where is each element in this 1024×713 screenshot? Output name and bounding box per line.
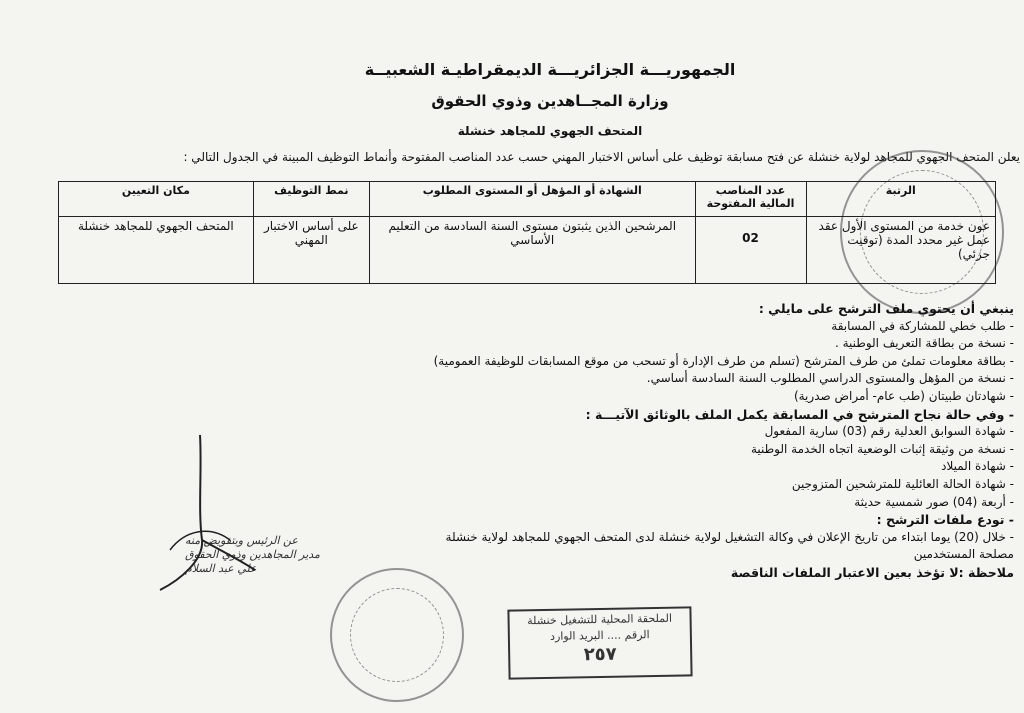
signature-line: عن الرئيس وبتفويض منه bbox=[185, 534, 298, 547]
list-item: - شهادتان طبيتان (طب عام- أمراض صدرية) bbox=[793, 388, 1014, 403]
deposit-heading: - تودع ملفات الترشح : bbox=[876, 512, 1014, 528]
header-mode: نمط التوظيف bbox=[253, 182, 369, 217]
ministry-heading: وزارة المجــاهدين وذوي الحقوق bbox=[431, 92, 669, 110]
list-item: - شهادة السوابق العدلية رقم (03) سارية المفعول bbox=[764, 424, 1014, 439]
list-item: - نسخة من بطاقة التعريف الوطنية . bbox=[834, 336, 1014, 351]
success-heading: - وفي حالة نجاح المترشح في المسابقة يكمل الملف بالوثائق الآتيـــة : bbox=[585, 406, 1014, 422]
note: ملاحظة :لا تؤخذ بعين الاعتبار الملفات الناقصة bbox=[730, 564, 1014, 580]
republic-heading: الجمهوريـــة الجزائريـــة الديمقراطيـة الشعبيــة bbox=[364, 60, 736, 79]
registration-stamp-label: الرقم .... البريد الوارد bbox=[549, 628, 650, 643]
cell-place: المتحف الجهوي للمجاهد خنشلة bbox=[59, 217, 254, 284]
table-header-row bbox=[59, 182, 996, 217]
registration-number: ٢٥٧ bbox=[583, 643, 617, 666]
official-stamp bbox=[330, 568, 464, 702]
positions-table bbox=[58, 181, 996, 284]
header-grade: الرتبة bbox=[806, 182, 995, 217]
deposit-text: - خلال (20) يوما ابتداء من تاريخ الإعلان في وكالة التشغيل لولاية خنشلة لدى المتحف الجهوي للمجاهد لولاية خنشلة bbox=[445, 529, 1014, 544]
cell-positions: 02 bbox=[695, 217, 806, 284]
list-item: - طلب خطي للمشاركة في المسابقة bbox=[831, 318, 1014, 333]
list-item: - بطاقة معلومات تملئ من طرف المترشح (تسلم من طرف الإدارة أو تسحب من موقع المسابقات للوظيفة العمومية) bbox=[433, 353, 1014, 368]
registration-stamp bbox=[507, 606, 692, 679]
cell-grade: عون خدمة من المستوى الأول عقد عمل غير محدد المدة (توقيت جزئي) bbox=[806, 217, 995, 284]
list-item: - أربعة (04) صور شمسية حديثة bbox=[854, 494, 1014, 509]
signature-scribble bbox=[140, 430, 260, 600]
registration-stamp-title: الملحقة المحلية للتشغيل خنشلة bbox=[527, 611, 673, 628]
intro-paragraph: يعلن المتحف الجهوي للمجاهد لولاية خنشلة عن فتح مسابقة توظيف على أساس الاختبار المهني حسب عدد المناصب المفتوحة وأنماط التوظيف المبينة في الجدول التالي : bbox=[183, 150, 1020, 164]
deposit-text-2: مصلحة المستخدمين bbox=[913, 547, 1014, 562]
table-row bbox=[59, 217, 996, 284]
header-place: مكان التعيين bbox=[59, 182, 254, 217]
header-positions: عدد المناصب المالية المفتوحة bbox=[695, 182, 806, 217]
file-heading: ينبغي أن يحتوي ملف الترشح على مايلي : bbox=[758, 301, 1014, 316]
header-qualification: الشهادة أو المؤهل أو المستوى المطلوب bbox=[369, 182, 695, 217]
cell-qualification: المرشحين الذين يثبتون مستوى السنة السادسة من التعليم الأساسي bbox=[369, 217, 695, 284]
cell-mode: على أساس الاختبار المهني bbox=[253, 217, 369, 284]
list-item: - شهادة الميلاد bbox=[941, 459, 1014, 474]
signature-name: علي عبد السلام bbox=[185, 562, 257, 575]
museum-heading: المتحف الجهوي للمجاهد خنشلة bbox=[457, 124, 643, 138]
list-item: - نسخة من وثيقة إثبات الوضعية اتجاه الخدمة الوطنية bbox=[750, 441, 1014, 456]
list-item: - شهادة الحالة العائلية للمترشحين المتزوجين bbox=[791, 476, 1014, 491]
list-item: - نسخة من المؤهل والمستوى الدراسي المطلوب السنة السادسة أساسي. bbox=[646, 371, 1014, 386]
signature-line: مدير المجاهدين وذوي الحقوق bbox=[185, 548, 320, 561]
